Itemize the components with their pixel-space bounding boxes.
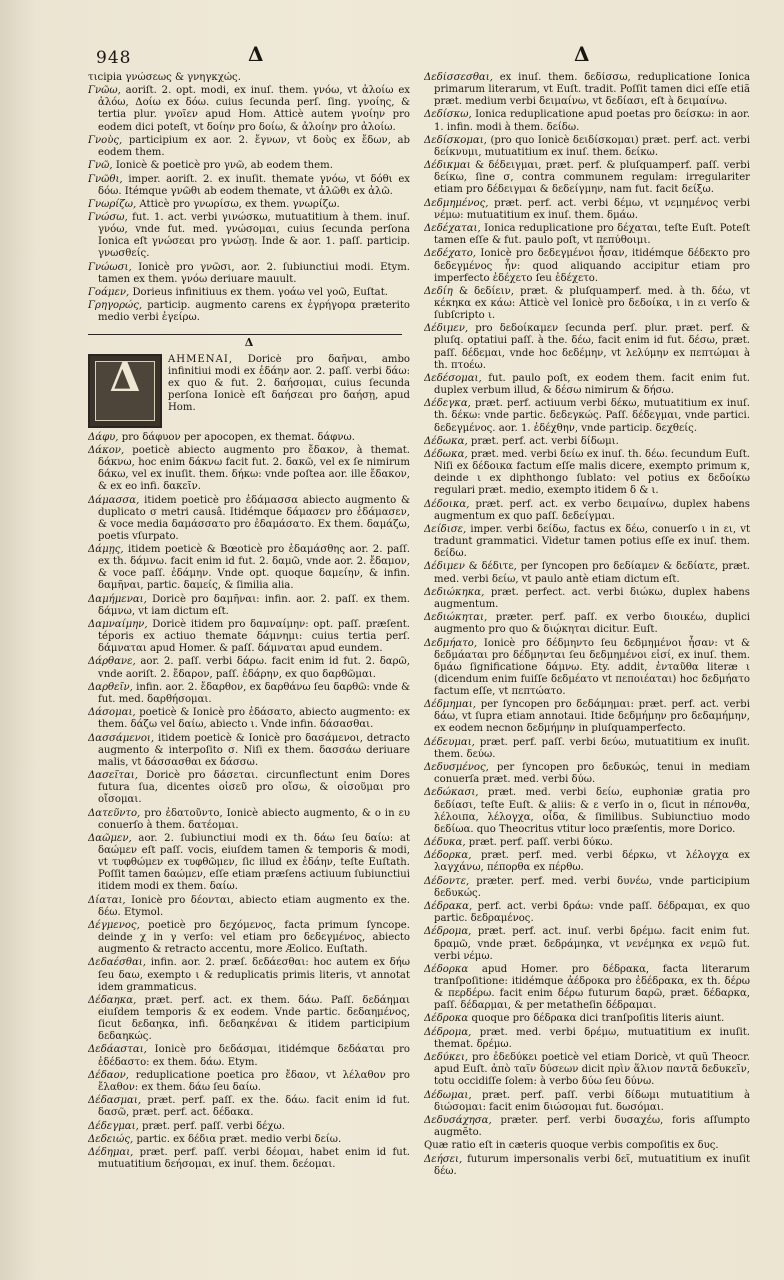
entry-lemma: Γνώωσι,: [88, 261, 132, 273]
entry-lemma: Δέδικμαι: [424, 160, 471, 172]
entry-lemma: Γνῶ,: [88, 160, 113, 172]
dictionary-entry: [88, 160, 410, 172]
section-divider: [88, 334, 402, 335]
entry-lemma: Δέδορκα: [424, 963, 469, 975]
dictionary-entry: [424, 901, 750, 925]
running-head-right: Δ: [574, 42, 590, 66]
decorated-initial: [88, 354, 162, 428]
entry-text: per ſyncopen pro δεδυκώς, tenui in mediam conuerſa præt. med. verbi δύω.: [434, 762, 750, 786]
entry-text: præt. perf. act. verbi δέμω, vt νεμημένος verbi νέμω: mutuatitium ex inuſ. them. δμάω.: [434, 197, 750, 221]
dictionary-entry: [424, 373, 750, 397]
entry-text: poeticè pro δεχόμενος, facta primum ſyncope. deinde χ in γ verſo: vel etiam pro δεδεγμένος, abiecto augmento & retracto accentu, more Æolico. Euſtath.: [98, 919, 410, 956]
entry-text: particip. augmento carens ex ἐγρήγορα præterito medio verbi ἐγείρω.: [98, 300, 410, 324]
entry-lemma: Δαρθεῖν,: [88, 681, 133, 693]
entry-text: infin. aor. 2. præſ. δεδάεσθαι: hoc autem ex δήω ſeu δαω, exempto ι & reduplicatis primis literis, vt annotat idem grammaticus.: [98, 957, 410, 993]
dictionary-entry: [424, 499, 750, 523]
left-entries-top: [88, 72, 410, 325]
dictionary-entry: [424, 248, 750, 284]
entry-lemma: Δέδημαι,: [88, 1147, 134, 1159]
entry-lemma: Δεδίσκομαι,: [424, 134, 487, 146]
dictionary-entry: [424, 1140, 750, 1152]
entry-lemma: Δάσομαι,: [88, 707, 136, 719]
dictionary-entry: [88, 619, 410, 655]
entry-lemma: Δέδροκα: [424, 1013, 469, 1025]
entry-lemma: Δέδαον,: [88, 1069, 130, 1081]
dictionary-entry: [88, 445, 410, 493]
entry-text: præt. perf. act. verbi δίδωμι.: [470, 435, 619, 447]
entry-lemma: Δεδυσάχησα,: [424, 1114, 492, 1126]
entry-lemma: Δίαται,: [88, 894, 126, 906]
entry-lemma: Δέδρομα,: [424, 1026, 472, 1038]
entry-lemma: Δεδάασται,: [88, 1044, 147, 1056]
dictionary-entry: [88, 1044, 410, 1068]
dictionary-entry: [424, 837, 750, 849]
dictionary-entry: [88, 808, 410, 832]
dictionary-entry: [424, 638, 750, 698]
entry-lemma: Δεδώκασι,: [424, 787, 479, 799]
dictionary-entry: [424, 135, 750, 159]
entry-lemma: Δέγμενος,: [88, 919, 140, 931]
entry-text: poeticè & Ionicè pro ἐδάσατο, abiecto augmento: ex them. δάζω vel δαίω, abiecto ι. Vnde infin. δάσασθαι.: [98, 707, 410, 731]
section-header: Δ: [244, 335, 254, 349]
entry-text: Dorieus infinitiuus ex them. γοάω vel γοῶ, Euſtat.: [132, 287, 388, 299]
left-entries-section: [88, 432, 410, 1172]
dictionary-entry: [88, 199, 410, 211]
dictionary-entry: [424, 561, 750, 585]
entry-lemma: Δέδαηκα,: [88, 994, 137, 1006]
entry-text: præt. perf. paſſ. verbi δέομαι, habet enim id fut. mutuatitium δεήσομαι, ex inuſ. them. δεέομαι.: [98, 1147, 410, 1171]
dictionary-entry: [424, 1115, 750, 1139]
entry-lemma: Δέδοικα,: [424, 498, 470, 510]
entry-text: præt. perf. paſſ. verbi δεύω, mutuatitium ex inuſit. them. δεύω.: [434, 736, 750, 760]
entry-lemma: Γνῶθι,: [88, 173, 123, 185]
dictionary-entry: [88, 300, 410, 324]
dictionary-entry: [424, 109, 750, 133]
entry-lemma: Δεήσει,: [424, 1153, 463, 1165]
entry-lemma: Δαμναίμην,: [88, 619, 148, 630]
dictionary-entry: [88, 594, 410, 618]
entry-text: apud Homer. pro δέδρακα, facta literarum tranſpoſitione: itidémque ἀέδροκα pro ἐδέδρακα, ex th. δέρω & περδέρω. facit enim δέρω futurum δαρῶ, præt. δέδαρκα, paſſ. δέδαρμαι, & per metatheſin δέδραμαι.: [434, 963, 750, 1012]
entry-lemma: Δεδέσομαι,: [424, 372, 482, 384]
entry-lemma: Γνοὺς,: [88, 134, 123, 146]
entry-text: Ionicè pro δεδάσμαι, itidémque δεδάαται pro ἐδέδαστο: ex them. δάω. Etym.: [98, 1044, 410, 1068]
dictionary-entry: [88, 72, 410, 84]
dictionary-entry: [424, 436, 750, 448]
dictionary-entry: [424, 612, 750, 636]
dictionary-entry: [424, 787, 750, 835]
dictionary-entry: [88, 262, 410, 286]
entry-text: (pro quo Ionicè δειδίσκομαι) præt. perf. act. verbi δείκνυμι, mutuatitium ex inuſ. them. δείκω.: [434, 134, 750, 158]
entry-text: præt. med. verbi δείω, euphoniæ gratia pro δεδίασι, teſte Euſt. & aliis: & ε verſo in ο, ſicut in πέπονθα, λέλοιπα, λέλογχα, οἶδα, & ſimilibus. Subiunctiuo modo δεδίωα. quo Theocritus vtitur loco præſentis, more Dorico.: [434, 787, 750, 835]
entry-text: pro ἐδατοῦντο, Ionicè abiecto augmento, & ο in ευ conuerſo à them. δατέομαι.: [98, 807, 410, 831]
entry-text: itidem poeticè & Ionicè pro δασάμενοι, detracto augmento & interpoſito σ. Niſi ex them. δασσάω deriuare malis, vt δάσσασθαι ex δάσσω.: [98, 732, 410, 768]
dictionary-entry: [424, 1154, 750, 1178]
entry-lemma: Δεδμήατο,: [424, 637, 478, 649]
entry-lemma: Δέδιμεν: [424, 561, 465, 573]
entry-text: partic. ex δέδια præt. medio verbi δείω.: [136, 1133, 342, 1145]
entry-lemma: Δαμήμεναι,: [88, 593, 147, 605]
entry-lemma: Δέδωμαι,: [424, 1089, 472, 1101]
entry-text: præt. perf. paſſ. ex the. δάω. facit enim id fut. δασῶ, præt. perf. act. δέδακα.: [98, 1095, 410, 1119]
entry-text: & δέδιτε, per ſyncopen pro δεδίαμεν & δεδίατε, præt. med. verbi δείω, vt paulo antè etiam dictum eſt.: [434, 561, 750, 585]
entry-text: Ionicè & poeticè pro γνῶ, ab eodem them.: [115, 160, 333, 172]
entry-lemma: Δέδευμαι,: [424, 736, 475, 748]
entry-text: præt. perfect. act. verbi διώκω, duplex habens augmentum.: [434, 586, 750, 610]
dictionary-entry: [88, 287, 410, 299]
left-column: [88, 72, 410, 1252]
dictionary-entry: [424, 160, 750, 196]
dictionary-entry: [88, 544, 410, 592]
entry-text: aoriſt. 2. opt. modi, ex inuſ. them. γνόω, vt ἀλοίω ex ἀλόω, Δοίω ex δόω. cuius ſecunda perſ. ſing. γνοίης, & tertia plur. γνοῖεν apud Hom. Atticè autem γνοίην pro eodem dici poteſt, vt δοίην pro δοίω, & ἀλοίην pro ἀλοίω.: [98, 85, 410, 133]
entry-lemma: Δάκον,: [88, 444, 125, 456]
entry-lemma: Δέδεγμαι,: [88, 1120, 139, 1132]
entry-text: Quæ ratio eſt in cæteris quoque verbis compoſitis ex δυς.: [424, 1140, 719, 1152]
entry-lemma: Δασσάμενοι,: [88, 732, 155, 744]
entry-text: imper. aoriſt. 2. ex inuſit. themate γνόω, vt δόθι ex δόω. Itémque γνῶθι ab eodem themate, vt ἀλῶθι ex ἀλῶ.: [98, 173, 410, 197]
entry-lemma: Δέδεγκα,: [424, 398, 471, 410]
dictionary-entry: [88, 707, 410, 731]
entry-text: præt. med. verbi δρέμω, mutuatitium ex inuſit. themat. δρέμω.: [434, 1026, 750, 1050]
entry-text: Atticè pro γνωρίσω, ex them. γνωρίζω.: [139, 198, 340, 210]
dictionary-entry: [424, 587, 750, 611]
entry-lemma: Δάφυ,: [88, 431, 119, 443]
dictionary-entry: [88, 656, 410, 680]
entry-text: fut. paulo poſt, ex eodem them. facit enim fut. duplex verbum illud, & δέσω nimirum & δήσω.: [434, 372, 750, 397]
entry-text: itidem poeticè pro ἐδάμασσα abiecto augmento & duplicato σ metri causâ. Itidémque δάμασεν pro ἐδάμασεν, & voce media δαμάσσατο pro ἐδαμάσατο. Ex them. δαμάζω, poetis vſurpato.: [98, 494, 410, 542]
entry-text: Doricè itidem pro δαμναίμην: opt. paſſ. præſent. téporis ex actiuo themate δάμνημι: cuius tertia perſ. δάμναται apud Homer. & paſſ. δάμναται apud eundem.: [98, 619, 410, 655]
dictionary-entry: [424, 876, 750, 900]
dictionary-entry: [424, 223, 750, 247]
entry-lemma: Δεδέχατο,: [424, 248, 477, 260]
dictionary-entry: [88, 174, 410, 198]
entry-text: Ionicè pro δέδμηντο ſeu δεδμημένοι ἦσαν: vt & δεδμάαται pro δέδμηνται ſeu δεδμημένοι εἰσί, ex inuſ. them. δμάω ſignificatione δάμνω. Ety. addit, ἐνταῦθα literæ ι (dicendum enim fuiſſe δεδμέατο vt πεποιέαται) hoc δεδμήατο factum eſſe, vt πεπτώατο.: [434, 637, 750, 697]
dictionary-entry: [424, 762, 750, 786]
dictionary-entry: [424, 1027, 750, 1051]
entry-lemma: Γνωρίζω,: [88, 198, 137, 210]
dictionary-entry: [88, 1070, 410, 1094]
entry-text: imper. verbi δείδω, factus ex δέω, conuerſo ι in ει, vt tradunt grammatici. Videtur tamen potius eſſe ex inuſ. them. δείδω.: [434, 524, 750, 560]
entry-text: Doricè pro δαμῆναι: infin. aor. 2. paſſ. ex them. δάμνω, vt iam dictum eſt.: [98, 593, 410, 617]
dictionary-entry: [88, 995, 410, 1043]
running-head-left: Δ: [248, 42, 264, 66]
dictionary-entry: [88, 770, 410, 806]
page-number: 948: [96, 48, 132, 68]
dictionary-entry: [88, 432, 410, 444]
entry-text: futurum impersonalis verbi δεῖ, mutuatitium ex inuſit δέω.: [434, 1153, 750, 1177]
dictionary-entry: [88, 1134, 410, 1146]
dictionary-entry: [424, 1013, 750, 1025]
dictionary-entry: [424, 286, 750, 322]
dictionary-entry: [424, 72, 750, 108]
entry-lemma: Γνῶω,: [88, 85, 121, 97]
dictionary-entry: [424, 524, 750, 560]
entry-text: reduplicatione poetica pro ἔδαον, vt λέλαθον pro ἔλαθον: ex them. δάω ſeu δαίω.: [98, 1069, 410, 1093]
dictionary-entry: [424, 850, 750, 874]
entry-lemma: Γρηγορώς,: [88, 300, 143, 312]
entry-lemma: Γνώσω,: [88, 212, 128, 224]
entry-lemma: Δεδίσκω,: [424, 109, 472, 121]
dictionary-entry: [88, 1095, 410, 1119]
entry-text: præter. perf. paſſ. ex verbo διοικέω, duplici augmento pro quo & διῴκηται dicitur. Euſt.: [434, 612, 750, 636]
dictionary-entry: [88, 85, 410, 133]
entry-text: Ionicè pro δέονται, abiecto etiam augmento ex the. δέω. Etymol.: [98, 894, 410, 918]
entry-text: itidem poeticè & Bœoticè pro ἐδαμάσθης aor. 2. paſſ. ex th. δάμνω. facit enim id fut. 2. δαμῶ, vnde aor. 2. ἔδαμον, & voce paſſ. ἐδάμην. Vnde opt. quoque δαμείην, & infin. δαμῆναι, partic. δαμείς, & ſimilia alia.: [98, 544, 410, 592]
entry-text: præt. perf. actiuum verbi δέκω, mutuatitium ex inuſ. th. δέκω: vnde partic. δεδεγκώς. Paſſ. δέδεγμαι, vnde partici. δεδεγμένος. aor. 1. ἐδέχθην, vnde particip. δεχθείς.: [434, 398, 750, 434]
section-intro: [88, 354, 410, 430]
entry-text: per ſyncopen pro δεδάμημαι: præt. perf. act. verbi δάω, vt ſupra etiam annotaui. Itide δεδμήμην pro δεδαμήμην, ex eodem necnon δεδμήμην in pluſquamperfecto.: [434, 699, 750, 735]
entry-lemma: Δεδαέσθαι,: [88, 957, 146, 969]
dictionary-entry: [88, 733, 410, 769]
intro-lemma: ΑΗΜΕΝΑΙ,: [168, 353, 234, 365]
entry-text: Doricè pro δάσεται. circunflectunt enim Dores futura ſua, dicentes οἰσεῦ pro οἴσω, & οἰσοῦμαι pro οἴσομαι.: [98, 770, 410, 806]
dictionary-entry: [424, 699, 750, 735]
entry-lemma: Δατεῦντο,: [88, 807, 141, 819]
entry-lemma: Δέδρακα,: [424, 901, 473, 913]
dictionary-entry: [424, 1052, 750, 1088]
entry-text: & δεδίειν, præt. & pluſquamperf. med. à th. δέω, vt κέκηκα ex κάω: Atticè vel Ionicè pro δεδοίκα, ι in ει verſo & ſubſcripto ι.: [434, 285, 750, 322]
entry-text: aor. 2. ſubiunctiui modi ex th. δάω ſeu δαίω: at δαώμεν eſt paſſ. vocis, eiuſdem tamen & temporis & modi, vt τυφθώμεν ex τυφθῶμεν, ſic illud ex ἐδάην, teſte Euſtath. Poſſit tamen δαώμεν, eſſe etiam præſens actiuum ſubiunctiui itidem modi ex them. δαίω.: [98, 832, 410, 893]
entry-text: præter. perf. verbi δυσαχέω, foris aſſumpto augmẽto.: [434, 1114, 750, 1139]
entry-text: quoque pro δέδρακα dici tranſpoſitis literis aiunt.: [471, 1013, 725, 1025]
entry-lemma: Δάμασσα,: [88, 494, 140, 506]
entry-lemma: Δέδωκα,: [424, 449, 468, 461]
entry-text: præt. perf. paſſ. verbi δίδωμι mutuatitium à διώσομαι: facit enim διώσομαι fut. δωσόμαι.: [434, 1089, 750, 1113]
dictionary-entry: [88, 682, 410, 706]
entry-lemma: Δέδιμεν,: [424, 323, 469, 335]
dictionary-entry: [424, 737, 750, 761]
intro-text: Doricè pro δαῆναι, ambo infinitiui modi ex ἐδάην aor. 2. paſſ. verbi δάω: ex quo & fut. 2. δαήσομαι, cuius ſecunda perſona Ionicè eſt δαήσεαι pro δαήσῃ, apud Hom.: [168, 353, 410, 414]
entry-lemma: Δεδύκει,: [424, 1052, 469, 1064]
entry-text: præt. perf. act. ex verbo δειμαίνω, duplex habens augmentum ex quo paſſ. δεδείγμαι.: [434, 498, 750, 522]
entry-text: Ionicè pro γνῶσι, aor. 2. ſubiunctiui modi. Etym. tamen ex them. γνόω deriuare mauult.: [98, 261, 410, 285]
entry-lemma: Δέδορκα,: [424, 850, 472, 862]
entry-lemma: Δεδιώκηκα,: [424, 586, 485, 598]
entry-text: fut. 1. act. verbi γινώσκω, mutuatitium à them. inuſ. γνόω, vnde fut. med. γνώσομαι, cuius ſecunda perſona Ionica eſt γνώσεαι pro γνώσῃ. Inde & aor. 1. paſſ. particip. γνωσθείς.: [98, 212, 410, 260]
entry-lemma: Δεδμημένος,: [424, 197, 489, 209]
entry-text: infin. aor. 2. ἔδαρθον, ex δαρθάνω ſeu δαρθῶ: vnde & fut. med. δαρθήσομαι.: [98, 681, 410, 705]
entry-lemma: Δέδυκα,: [424, 837, 466, 849]
entry-lemma: Δάμῃς,: [88, 544, 124, 556]
entry-lemma: Δεδειώς,: [88, 1133, 134, 1145]
entry-text: præt. perf. paſſ. verbi δύκω.: [468, 837, 613, 849]
dictionary-entry: [424, 449, 750, 497]
entry-text: præt. perf. act. ex them. δάω. Paſſ. δεδάημαι eiuſdem temporis & ex eodem. Vnde partic. δεδαημένος, ſicut δεδαηκα, infi. δεδαηκέναι & itidem participium δεδαηκώς.: [98, 994, 410, 1043]
entry-lemma: Δεδέχαται,: [424, 223, 481, 235]
entry-text: pro δάφυον per apocopen, ex themat. δάφνω.: [121, 431, 355, 443]
entry-lemma: Δεδίσσεσθαι,: [424, 72, 493, 83]
dictionary-entry: [88, 920, 410, 956]
entry-text: τιcipia γνώσεως & γνηγκχώς.: [88, 72, 241, 83]
entry-lemma: Δεδιώκηται,: [424, 612, 488, 624]
entry-text: & δέδειγμαι, præt. perf. & pluſquamperf. paſſ. verbi δείκω, ſine σ, contra communem regulam: irregulariter etiam pro δέδειγμαι & δεδείγμην, nam fut. facit δείξω.: [434, 160, 750, 196]
entry-text: poeticè abiecto augmento pro ἔδακον, à themat. δάκνω, hoc enim δάκνω facit fut. 2. δακῶ, vel ex ſe nimirum δάκω, vel ex inuſit. them. δήκω: vnde poſtea aor. ille ἔδακον, & ex eo infi. δακεῖν.: [98, 444, 410, 493]
entry-lemma: Δεδυσμένος,: [424, 762, 489, 774]
entry-text: pro δεδοίκαμεν ſecunda perſ. plur. præt. perf. & pluſq. optatiui paſſ. à the. δέω, facit enim id fut. δέσω, præt. paſſ. δέδεμαι, vnde hoc δεδέμην, vt λελύμην ex πεπτώμαι à th. πτοέω.: [434, 323, 750, 371]
entry-lemma: Δεδίη: [424, 285, 453, 297]
dictionary-entry: [424, 1090, 750, 1114]
initial-ornament: [95, 353, 155, 421]
entry-lemma: Γοάμεν,: [88, 287, 130, 299]
entry-lemma: Δέδμημαι,: [424, 699, 476, 711]
entry-text: præt. med. verbi δείω ex inuſ. th. δέω. ſecundum Euſt. Niſi ex δέδοικα factum eſſe malis dicere, exempto primum κ, deinde ι ex diphthongo ſublato: vel potius ex δεδοίκω regulari præt. medio, exempto itidem δ & ι.: [434, 449, 750, 497]
entry-lemma: Δάρθανε,: [88, 656, 136, 668]
entry-text: Ionica reduplicatione pro δέχαται, teſte Euſt. Poteſt tamen eſſe & fut. paulo poſt, vt πεπύθοιμι.: [434, 223, 750, 247]
entry-text: præter. perf. med. verbi δυνέω, vnde participium δεδυκώς.: [434, 875, 750, 899]
entry-text: Ionica reduplicatione apud poetas pro δείσκω: in aor. 1. infin. modi à them. δείδω.: [434, 109, 750, 133]
right-entries: [424, 72, 750, 1178]
dictionary-entry: [88, 212, 410, 260]
dictionary-entry: [88, 495, 410, 543]
entry-text: præt. perf. act. inuſ. verbi δρέμω. facit enim fut. δραμῶ, vnde præt. δεδράμηκα, vt νενέμηκα ex νεμῶ fut. verbi νέμω.: [434, 926, 750, 962]
dictionary-entry: [424, 398, 750, 434]
entry-text: participium ex aor. 2. ἔγνων, vt δοὺς ex ἔδων, ab eodem them.: [98, 134, 410, 158]
dictionary-entry: [88, 1121, 410, 1133]
entry-lemma: Δείδισε,: [424, 524, 467, 535]
dictionary-entry: [424, 198, 750, 222]
entry-lemma: Δέδωκα,: [424, 435, 468, 447]
entry-text: præt. perf. med. verbi δέρκω, vt λέλογχα ex λαγχάνω, πέπορθα ex πέρθω.: [434, 850, 750, 874]
dictionary-entry: [424, 926, 750, 962]
entry-lemma: Δαῶμεν,: [88, 832, 132, 844]
dictionary-entry: [424, 323, 750, 371]
entry-lemma: Δέδρομα,: [424, 926, 472, 938]
entry-text: ex inuſ. them. δεδίσσω, reduplicatione Ionica primarum literarum, vt Euſt. tradit. Poſſit tamen dici eſſe etiã præt. medium verbi δειμαίνω, vt δεδίασι, eſt à δειμαίνω.: [434, 72, 750, 108]
initial-letter: Δ: [109, 353, 141, 401]
entry-lemma: Δασεῖται,: [88, 770, 138, 782]
dictionary-entry: [424, 964, 750, 1012]
entry-text: Ionicè pro δεδεγμένοι ἦσαν, itidémque δέδεκτο pro δεδεγμένος ἦν: quod aliquando accipitur etiam pro imperfecto ἐδέχετο ſeu ἐδέχετο.: [434, 248, 750, 284]
entry-text: pro ἐδεδύκει poeticè vel etiam Doricè, vt quũ Theocr. apud Euſt. ἀπὸ ταῖν δύσεων dicit πρὶν ἅλιον παντᾶ δεδυκεῖν, totu occidiſſe ſolem: à verbo δύω ſeu δύνω.: [434, 1052, 750, 1088]
entry-lemma: Δέδοντε,: [424, 875, 470, 887]
entry-text: aor. 2. paſſ. verbi δάρω. facit enim id fut. 2. δαρῶ, vnde aoriſt. 2. ἔδαρον, paſſ. ἐδάρην, ex quo δαρθῶμαι.: [98, 656, 410, 680]
entry-text: præt. perf. paſſ. verbi δέχω.: [142, 1120, 285, 1132]
dictionary-entry: [88, 895, 410, 919]
right-column: [424, 72, 750, 1252]
entry-text: perf. act. verbi δράω: vnde paſſ. δέδραμαι, ex quo partic. δεδραμένος.: [434, 901, 750, 925]
dictionary-entry: [88, 1147, 410, 1171]
dictionary-entry: [88, 833, 410, 893]
dictionary-entry: [88, 957, 410, 993]
dictionary-entry: [88, 135, 410, 159]
entry-lemma: Δέδασμαι,: [88, 1095, 142, 1107]
